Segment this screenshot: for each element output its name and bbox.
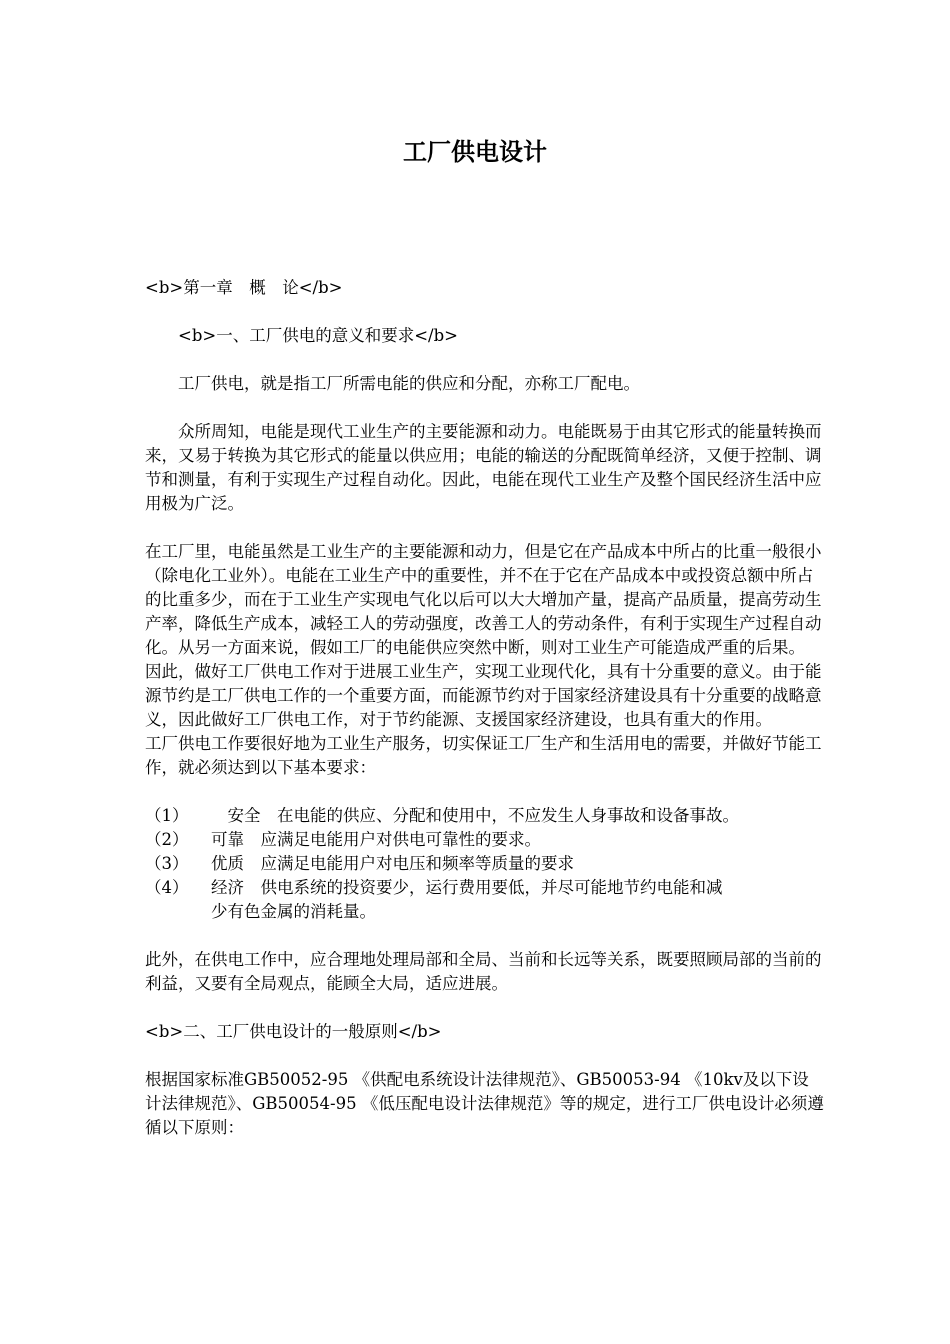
spacer [145, 516, 825, 540]
spacer [145, 348, 825, 372]
requirements-list [145, 804, 825, 924]
requirement-item [145, 876, 825, 900]
requirement-number: （2） [145, 830, 189, 849]
spacer [145, 924, 825, 948]
requirement-text: 优质 应满足电能用户对电压和频率等质量的要求 [211, 854, 574, 873]
paragraph-2: 众所周知，电能是现代工业生产的主要能源和动力。电能既易于由其它形式的能量转换而来，又易于转换为其它形式的能量以供应用；电能的输送的分配既简单经济，又便于控制、调节和测量，有利于实现生产过程自动化。因此，电能在现代工业生产及整个国民经济生活中应用极为广泛。 [145, 422, 822, 513]
paragraph-6: 此外，在供电工作中，应合理地处理局部和全局、当前和长远等关系，既要照顾局部的当前的利益，又要有全局观点，能顾全大局，适应进展。 [145, 950, 822, 993]
requirement-item [145, 852, 825, 876]
requirement-number: （1） [145, 806, 189, 825]
spacer [145, 1044, 825, 1068]
paragraph-5: 工厂供电工作要很好地为工业生产服务，切实保证工厂生产和生活用电的需要，并做好节能工作，就必须达到以下基本要求： [145, 734, 822, 777]
spacer [145, 300, 825, 324]
spacer [145, 780, 825, 804]
requirement-text: 安全 在电能的供应、分配和使用中，不应发生人身事故和设备事故。 [211, 806, 739, 825]
requirement-text: 可靠 应满足电能用户对供电可靠性的要求。 [211, 830, 541, 849]
paragraph-1: 工厂供电，就是指工厂所需电能的供应和分配，亦称工厂配电。 [178, 374, 640, 393]
section-heading-2: <b>二、工厂供电设计的一般原则</b> [145, 1022, 442, 1041]
requirement-text: 经济 供电系统的投资要少，运行费用要低，并尽可能地节约电能和减 [211, 878, 723, 897]
spacer [145, 396, 825, 420]
section-heading-1: <b>一、工厂供电的意义和要求</b> [178, 326, 458, 345]
requirement-continuation: 少有色金属的消耗量。 [211, 902, 376, 921]
requirement-item [145, 804, 825, 828]
requirement-number: （4） [145, 878, 189, 897]
requirement-item [145, 828, 825, 852]
document-title: 工厂供电设计 [403, 138, 547, 166]
paragraph-3: 在工厂里，电能虽然是工业生产的主要能源和动力，但是它在产品成本中所占的比重一般很小（除电化工业外）。电能在工业生产中的重要性，并不在于它在产品成本中或投资总额中所占的比重多少，而在于工业生产实现电气化以后可以大大增加产量，提高产品质量，提高劳动生产率，降低生产成本，减轻工人的劳动强度，改善工人的劳动条件，有利于实现生产过程自动化。从另一方面来说，假如工厂的电能供应突然中断，则对工业生产可能造成严重的后果。 [145, 542, 822, 657]
chapter-heading: <b>第一章 概 论</b> [145, 278, 343, 297]
requirement-number: （3） [145, 854, 189, 873]
paragraph-4: 因此，做好工厂供电工作对于进展工业生产，实现工业现代化，具有十分重要的意义。由于能源节约是工厂供电工作的一个重要方面，而能源节约对于国家经济建设具有十分重要的战略意义，因此做好工厂供电工作，对于节约能源、支援国家经济建设，也具有重大的作用。 [145, 662, 822, 729]
paragraph-7: 根据国家标准GB50052-95 《供配电系统设计法律规范》、GB50053-94 《10kv及以下设计法律规范》、GB50054-95 《低压配电设计法律规范》等的规定，进行工厂供电设计必须遵循以下原则： [145, 1070, 824, 1137]
spacer [145, 996, 825, 1020]
document-body [145, 276, 825, 1140]
